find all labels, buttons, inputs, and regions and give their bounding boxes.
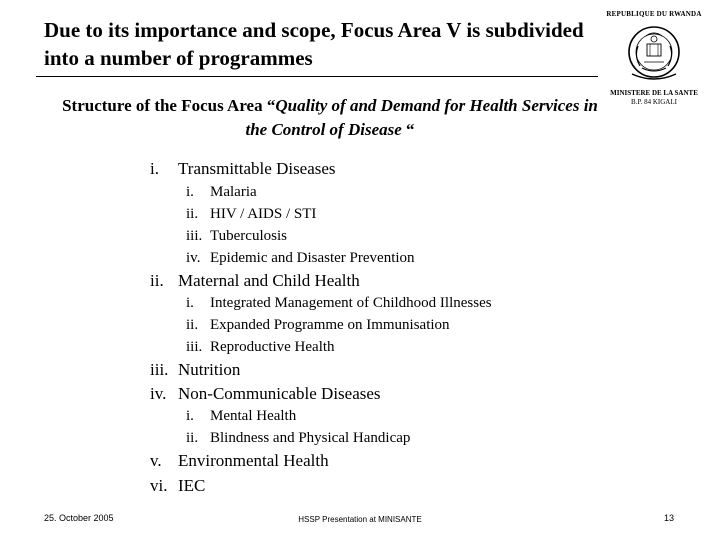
outline-subnumber: i. <box>186 184 194 200</box>
outline-label: Non-Communicable Diseases <box>178 384 381 403</box>
subtitle-suffix: “ <box>401 120 415 139</box>
outline-subitem <box>186 315 450 335</box>
outline-subnumber: i. <box>186 295 194 311</box>
rwanda-seal-icon <box>624 22 684 86</box>
outline-sublabel: Reproductive Health <box>210 339 335 355</box>
outline-sublabel: Mental Health <box>210 408 297 424</box>
outline-number: v. <box>150 451 162 470</box>
outline-item <box>150 158 336 180</box>
outline-label: IEC <box>178 476 206 495</box>
outline-subitem <box>186 204 316 224</box>
outline-label: Environmental Health <box>178 451 329 470</box>
outline-sublabel: Malaria <box>210 184 257 200</box>
outline-item <box>150 450 329 472</box>
outline-subnumber: iv. <box>186 250 201 266</box>
outline-subitem <box>186 248 415 268</box>
outline-item <box>150 359 240 381</box>
outline-label: Nutrition <box>178 360 241 379</box>
outline-number: iv. <box>150 384 167 403</box>
outline-subitem <box>186 293 492 313</box>
title-divider <box>36 76 598 77</box>
outline-subitem <box>186 337 335 357</box>
outline-label: Maternal and Child Health <box>178 271 360 290</box>
footer-date: 25. October 2005 <box>44 513 114 523</box>
outline-sublabel: Blindness and Physical Handicap <box>210 430 411 446</box>
slide-subtitle <box>60 94 600 142</box>
outline-item <box>150 383 381 405</box>
logo-ministry-text: MINISTERE DE LA SANTE <box>610 89 698 97</box>
outline-subnumber: ii. <box>186 206 199 222</box>
footer-presentation-name: HSSP Presentation at MINISANTE <box>298 515 422 524</box>
outline-label: Transmittable Diseases <box>178 159 336 178</box>
slide-title: Due to its importance and scope, Focus Area V is subdivided into a number of programmes <box>44 18 584 70</box>
footer-page-number: 13 <box>663 513 674 523</box>
outline-number: vi. <box>150 476 168 495</box>
logo-address-text: B.P. 84 KIGALI <box>631 98 677 106</box>
outline-subnumber: iii. <box>186 339 203 355</box>
outline-subitem <box>186 226 287 246</box>
outline-sublabel: Integrated Management of Childhood Illnesses <box>210 295 492 311</box>
outline-subnumber: ii. <box>186 430 199 446</box>
outline-item <box>150 270 360 292</box>
outline-sublabel: HIV / AIDS / STI <box>210 206 317 222</box>
ministry-logo <box>598 6 710 112</box>
subtitle-italic: Quality of and Demand for Health Services in the Control of Disease <box>245 96 598 139</box>
outline-subitem <box>186 428 410 448</box>
outline-number: ii. <box>150 271 164 290</box>
outline-item <box>150 475 205 497</box>
outline-subnumber: i. <box>186 408 194 424</box>
subtitle-prefix: Structure of the Focus Area “ <box>62 96 276 115</box>
outline-subitem <box>186 182 257 202</box>
outline-number: i. <box>150 159 159 178</box>
outline-number: iii. <box>150 360 169 379</box>
outline-sublabel: Epidemic and Disaster Prevention <box>210 250 415 266</box>
outline-sublabel: Expanded Programme on Immunisation <box>210 317 450 333</box>
logo-country-text: REPUBLIQUE DU RWANDA <box>606 10 702 18</box>
outline-sublabel: Tuberculosis <box>210 228 287 244</box>
outline-subitem <box>186 406 296 426</box>
outline-subnumber: ii. <box>186 317 199 333</box>
outline-subnumber: iii. <box>186 228 203 244</box>
